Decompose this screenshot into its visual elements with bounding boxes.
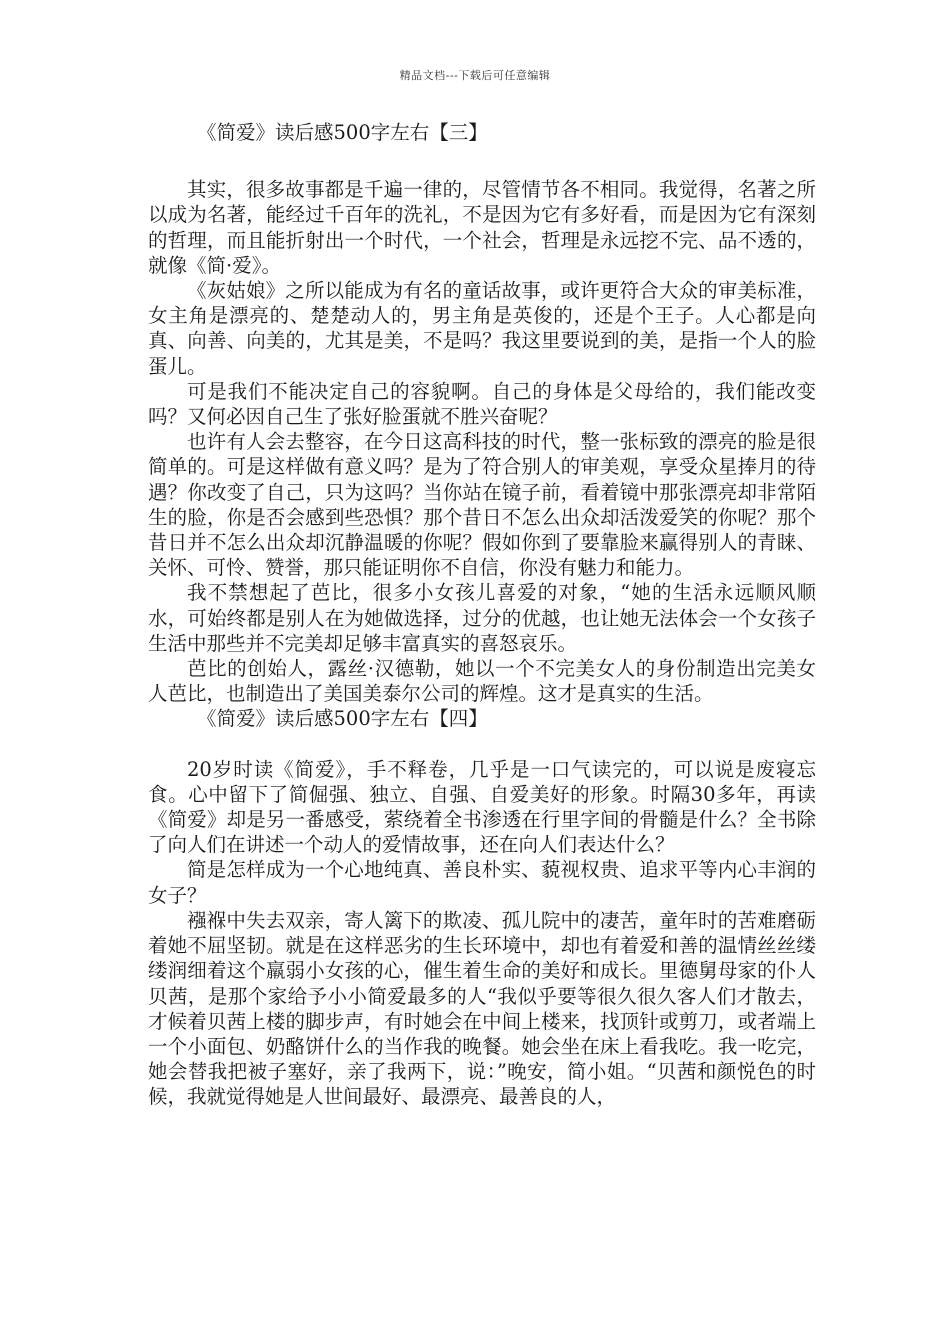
paragraph: 芭比的创始人，露丝·汉德勒，她以一个不完美女人的身份制造出完美女人芭比，也制造出了美国美泰尔公司的辉煌。这才是真实的生活。 <box>148 657 816 706</box>
paragraph: 《灰姑娘》之所以能成为有名的童话故事，或许更符合大众的审美标准，女主角是漂亮的、楚楚动人的，男主角是英俊的，还是个王子。人心都是向真、向善、向美的，尤其是美，不是吗？我这里要说到的美，是指一个人的脸蛋儿。 <box>148 279 816 378</box>
section-title-3: 《简爱》读后感500字左右【三】 <box>197 121 488 144</box>
paragraph: 其实，很多故事都是千遍一律的，尽管情节各不相同。我觉得，名著之所以成为名著，能经过千百年的洗礼，不是因为它有多好看，而是因为它有深刻的哲理，而且能折射出一个时代，一个社会，哲理是永远挖不完、品不透的，就像《简·爱》。 <box>148 178 816 277</box>
page-header: 精品文档---下载后可任意编辑 <box>399 69 551 82</box>
paragraph: 20岁时读《简爱》，手不释卷，几乎是一口气读完的，可以说是废寝忘食。心中留下了简倔强、独立、自强、自爱美好的形象。时隔30多年，再读《简爱》却是另一番感受，萦绕着全书渗透在行里字间的骨髓是什么？全书除了向人们在讲述一个动人的爱情故事，还在向人们表达什么？ <box>148 757 816 857</box>
paragraph: 我不禁想起了芭比，很多小女孩儿喜爱的对象，“她的生活永远顺风顺水，可始终都是别人在为她做选择，过分的优越，也让她无法体会一个女孩子生活中那些并不完美却足够丰富真实的喜怒哀乐。 <box>148 581 816 655</box>
paragraph: 简是怎样成为一个心地纯真、善良朴实、藐视权贵、追求平等内心丰润的女子？ <box>148 858 816 907</box>
section-title-4: 《简爱》读后感500字左右【四】 <box>197 707 488 731</box>
paragraph: 襁褓中失去双亲，寄人篱下的欺凌、孤儿院中的凄苦，童年时的苦难磨砺着她不屈坚韧。就是在这样恶劣的生长环境中，却也有着爱和善的温情丝丝缕缕润细着这个羸弱小女孩的心，催生着生命的美好和成长。里德舅母家的仆人贝茜，是那个家给予小小简爱最多的人“我似乎要等很久很久客人们才散去，才候着贝茜上楼的脚步声，有时她会在中间上楼来，找顶针或剪刀，或者端上一个小面包、奶酪饼什么的当作我的晚餐。她会坐在床上看我吃。我一吃完，她会替我把被子塞好，亲了我两下，说：”晚安，简小姐。“贝茜和颜悦色的时候，我就觉得她是人世间最好、最漂亮、最善良的人， <box>148 908 816 1109</box>
article-body <box>148 120 816 1110</box>
paragraph: 可是我们不能决定自己的容貌啊。自己的身体是父母给的，我们能改变吗？又何必因自己生了张好脸蛋就不胜兴奋呢？ <box>148 379 816 429</box>
paragraph: 也许有人会去整容，在今日这高科技的时代，整一张标致的漂亮的脸是很简单的。可是这样做有意义吗？是为了符合别人的审美观，享受众星捧月的待遇？你改变了自己，只为这吗？当你站在镜子前，看着镜中那张漂亮却非常陌生的脸，你是否会感到些恐惧？那个昔日不怎么出众却活泼爱笑的你呢？那个昔日并不怎么出众却沉静温暖的你呢？假如你到了要靠脸来赢得别人的青睐、关怀、可怜、赞誉，那只能证明你不自信，你没有魅力和能力。 <box>148 430 816 580</box>
